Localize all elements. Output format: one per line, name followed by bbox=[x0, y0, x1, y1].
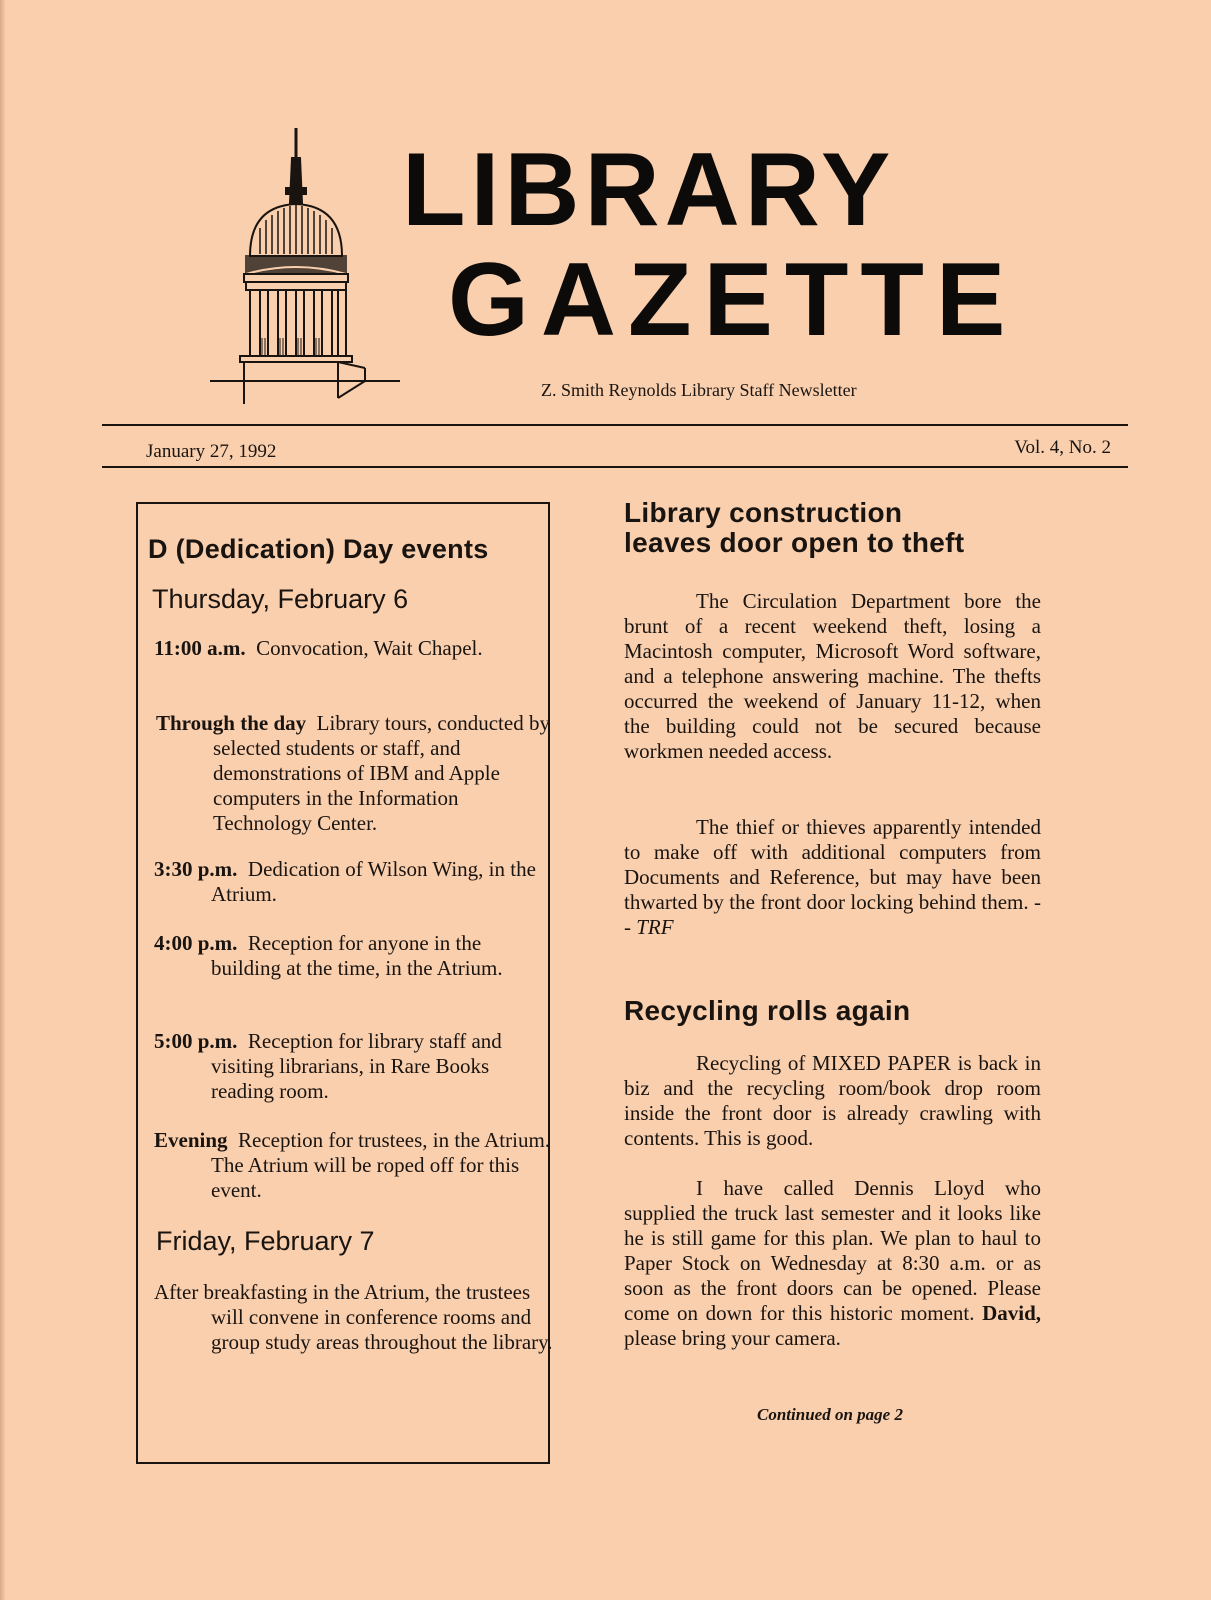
article-title-line: leaves door open to theft bbox=[624, 527, 965, 558]
article-paragraph-text: The thief or thieves apparently intended to make off with additional computers from Documents and Reference, but may have been thwarted by the front door locking behind them. -- bbox=[624, 815, 1041, 939]
page-edge bbox=[0, 0, 6, 1600]
event-time: 11:00 a.m. bbox=[154, 636, 246, 660]
article-title-theft bbox=[624, 498, 964, 558]
day-heading-friday: Friday, February 7 bbox=[156, 1226, 375, 1256]
article-title-line: Library construction bbox=[624, 497, 903, 528]
events-heading: D (Dedication) Day events bbox=[148, 534, 489, 564]
article-highlighted-name: David, bbox=[982, 1301, 1041, 1325]
event-time: Through the day bbox=[156, 711, 307, 735]
article-paragraph-text: I have called Dennis Lloyd who supplied the truck last semester and it looks like he is still game for this plan. We plan to haul to Paper Stock on Wednesday at 8:30 a.m. or as soon as the front doors can be opened. Please come on down for this historic moment. bbox=[624, 1176, 1041, 1325]
event-time: 4:00 p.m. bbox=[154, 931, 238, 955]
article-paragraph bbox=[624, 815, 1041, 940]
event-time: Evening bbox=[154, 1128, 228, 1152]
issue-date: January 27, 1992 bbox=[146, 441, 277, 462]
dedication-events-box bbox=[136, 502, 553, 1464]
event-time: 3:30 p.m. bbox=[154, 857, 238, 881]
masthead-rule-bottom bbox=[102, 466, 1128, 468]
newsletter-subtitle: Z. Smith Reynolds Library Staff Newsletter bbox=[541, 380, 857, 400]
event-text: Library tours, conducted by selected students or staff, and demonstrations of IBM and Apple computers in the Information Technology Center. bbox=[213, 711, 550, 835]
event-item bbox=[154, 857, 554, 907]
newsletter-title-line2: GAZETTE bbox=[448, 242, 1018, 358]
event-text: Dedication of Wilson Wing, in the Atrium. bbox=[211, 857, 536, 906]
event-item bbox=[154, 1029, 554, 1104]
event-item bbox=[154, 1128, 554, 1203]
day-heading-thursday: Thursday, February 6 bbox=[152, 584, 409, 614]
continued-notice: Continued on page 2 bbox=[757, 1405, 903, 1424]
masthead-rule-top bbox=[102, 424, 1128, 426]
article-paragraph: Recycling of MIXED PAPER is back in biz and the recycling room/book drop room inside the front door is already crawling with contents. This is good. bbox=[624, 1051, 1041, 1150]
event-text: Reception for trustees, in the Atrium. The Atrium will be roped off for this event. bbox=[211, 1128, 551, 1202]
event-text: Reception for anyone in the building at the time, in the Atrium. bbox=[211, 931, 503, 980]
article-paragraph-text: please bring your camera. bbox=[624, 1326, 841, 1350]
event-time: 5:00 p.m. bbox=[154, 1029, 238, 1053]
article-title-recycling: Recycling rolls again bbox=[624, 995, 911, 1026]
article-paragraph bbox=[624, 1176, 1041, 1351]
friday-event-text: After breakfasting in the Atrium, the trustees will convene in conference rooms and group study areas throughout the library. bbox=[154, 1280, 553, 1354]
article-byline: TRF bbox=[636, 915, 674, 939]
issue-volume: Vol. 4, No. 2 bbox=[1014, 437, 1111, 458]
event-item bbox=[156, 711, 556, 836]
event-item bbox=[154, 636, 554, 661]
event-text: Convocation, Wait Chapel. bbox=[256, 636, 483, 660]
library-dome-icon bbox=[210, 128, 400, 410]
article-paragraph: The Circulation Department bore the brunt of a recent weekend theft, losing a Macintosh computer, Microsoft Word software, and a telephone answering machine. The thefts occurred the weekend of January 11-12, when the building could not be secured because workmen needed access. bbox=[624, 589, 1041, 763]
event-item bbox=[154, 931, 554, 981]
event-text: Reception for library staff and visiting librarians, in Rare Books reading room. bbox=[211, 1029, 502, 1103]
newsletter-title-line1: LIBRARY bbox=[402, 132, 896, 248]
